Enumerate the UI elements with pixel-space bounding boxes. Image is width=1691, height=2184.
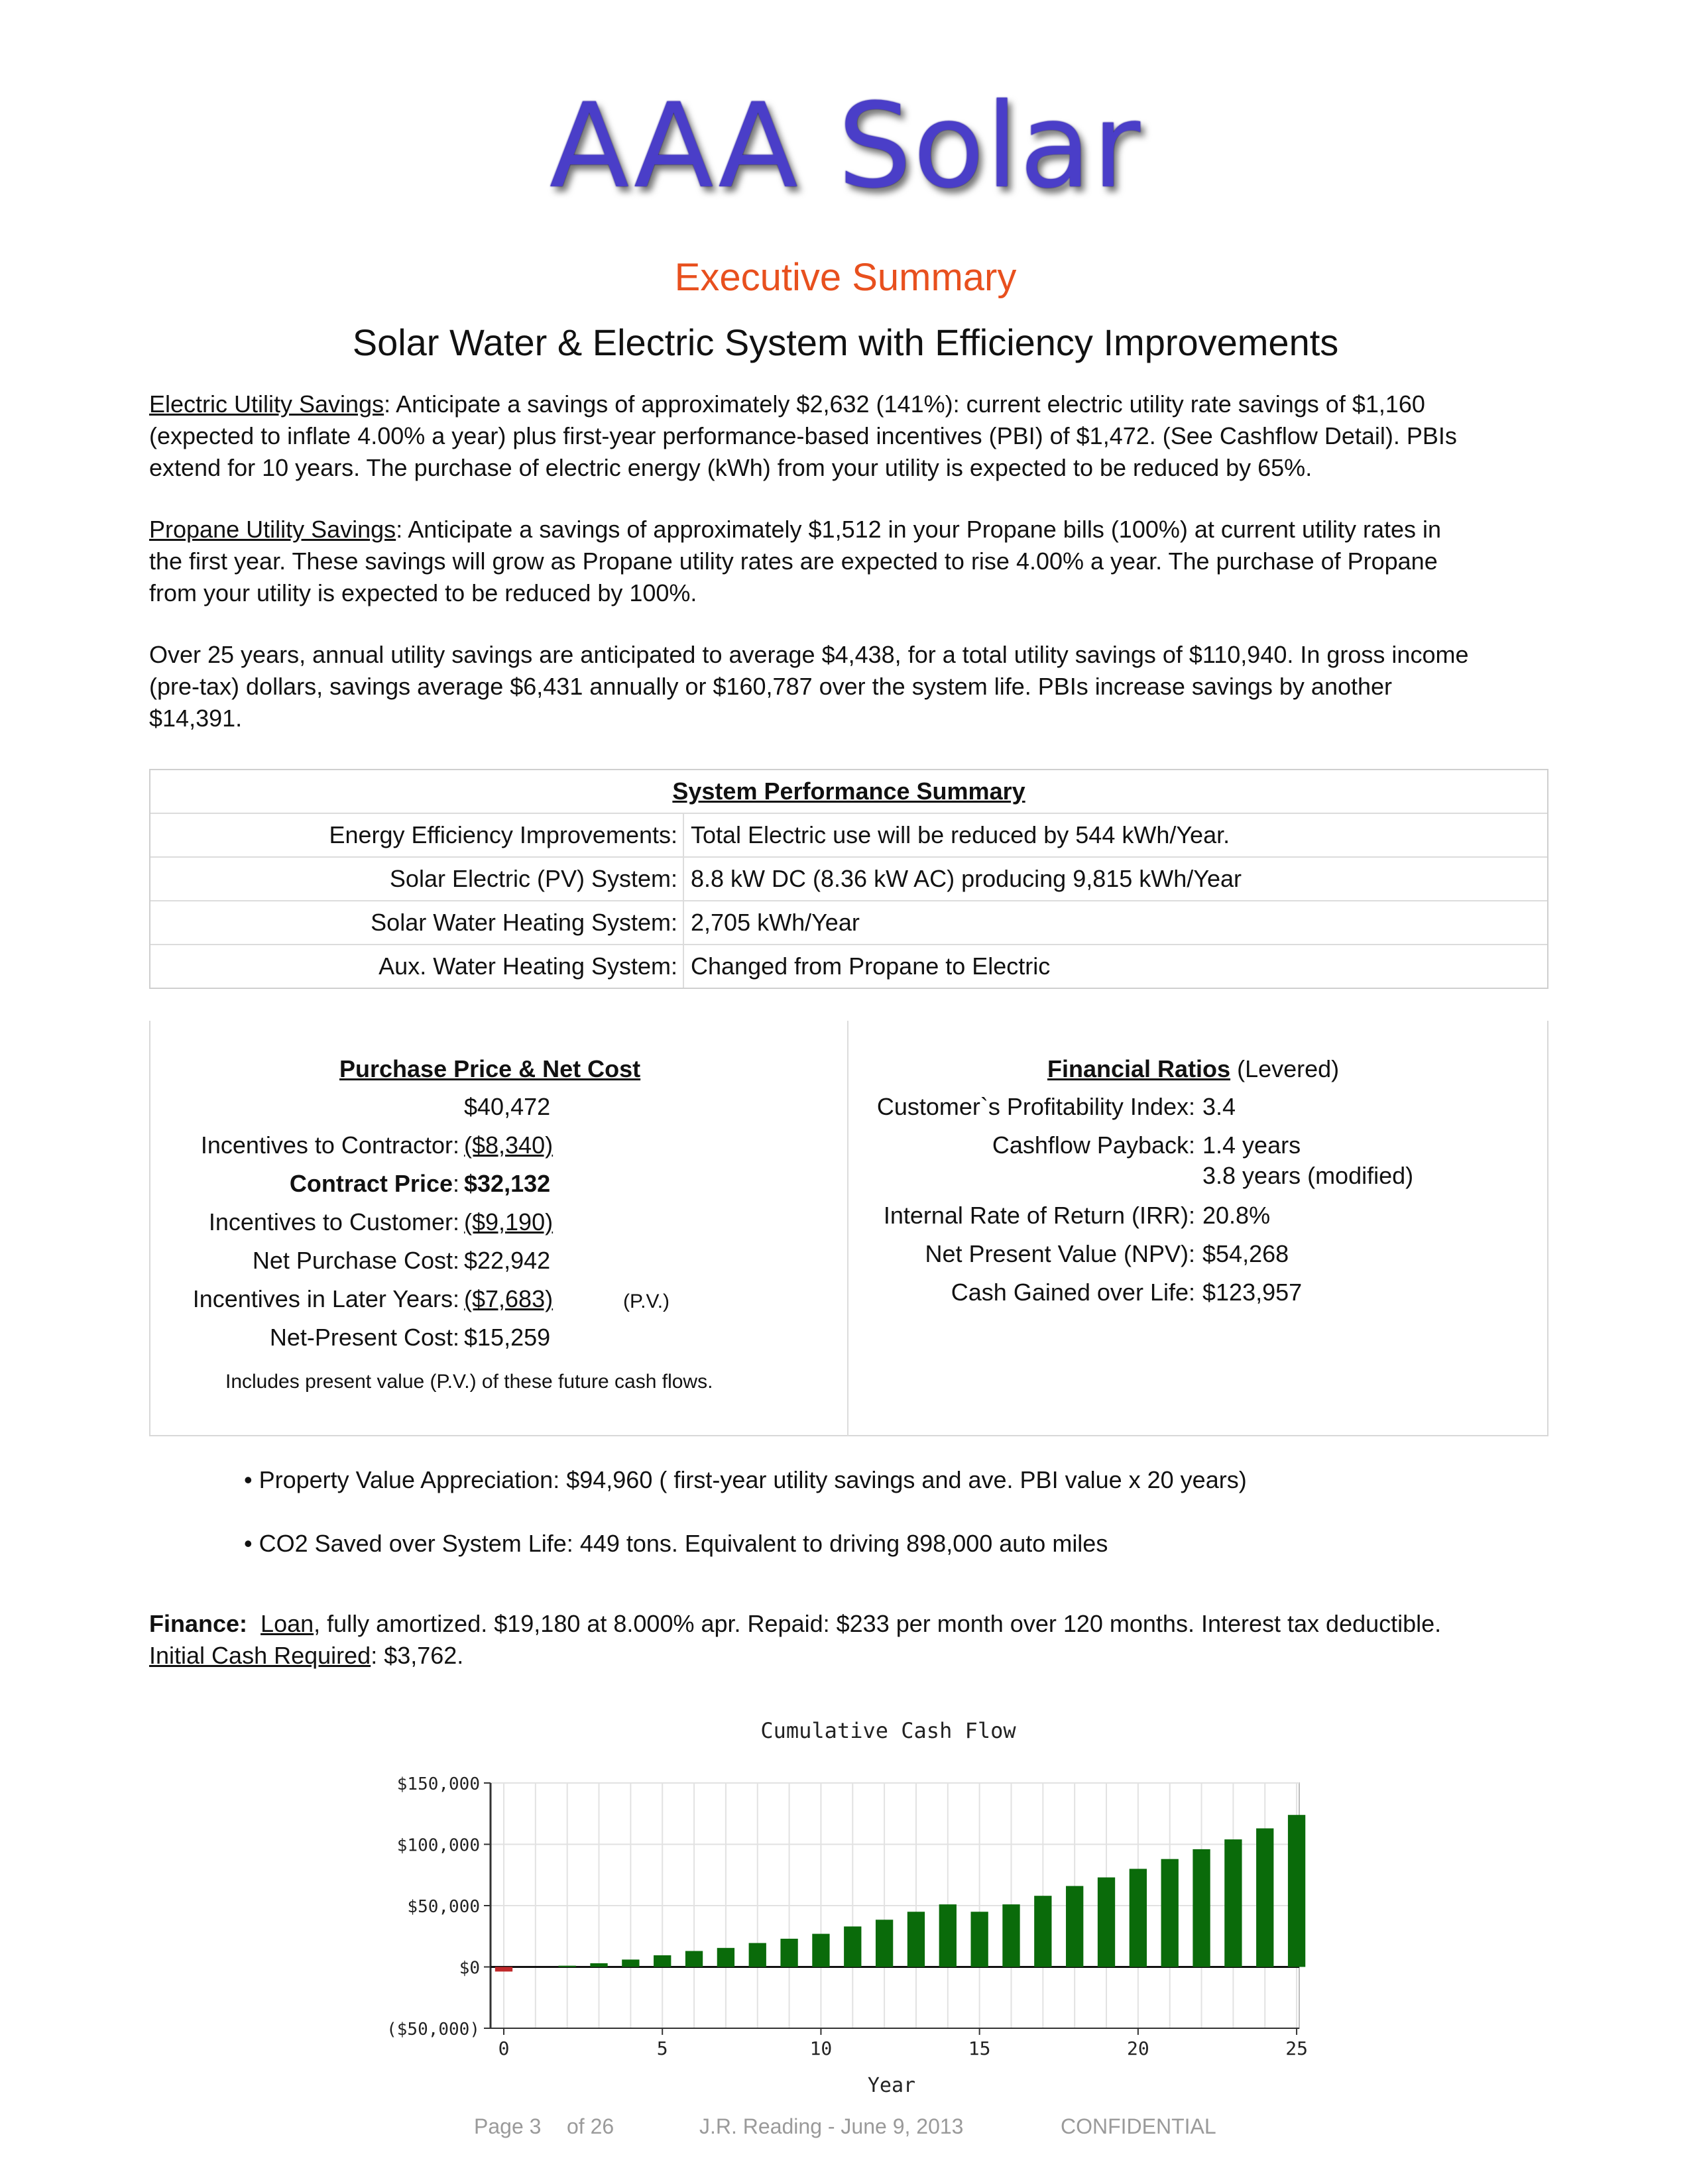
- chart-bar: [1034, 1896, 1051, 1967]
- table-row: Solar Electric (PV) System: 8.8 kW DC (8.36 kW AC) producing 9,815 kWh/Year: [150, 858, 1547, 901]
- chart-title: Cumulative Cash Flow: [760, 1718, 1016, 1743]
- chart-bar: [654, 1955, 671, 1967]
- x-axis-label: Year: [867, 2074, 916, 2097]
- table-row: Energy Efficiency Improvements: Total Electric use will be reduced by 544 kWh/Year.: [150, 814, 1547, 858]
- y-tick-label: $150,000: [396, 1774, 480, 1794]
- chart-bar: [1002, 1904, 1020, 1967]
- electric-savings-label: Electric Utility Savings: [149, 390, 384, 418]
- footer-author-date: J.R. Reading - June 9, 2013: [699, 2114, 964, 2138]
- x-tick-label: 0: [498, 2038, 510, 2059]
- chart-bar: [622, 1959, 639, 1967]
- chart-bar: [495, 1967, 512, 1972]
- chart-bar: [749, 1943, 766, 1967]
- table-row: Solar Water Heating System: 2,705 kWh/Year: [150, 901, 1547, 945]
- chart-bar: [559, 1966, 576, 1967]
- cumulative-cash-flow-chart: [371, 1710, 1312, 2101]
- footer-page-count: of 26: [567, 2114, 614, 2138]
- performance-table-title: System Performance Summary: [150, 770, 1547, 814]
- y-tick-label: $0: [459, 1958, 480, 1979]
- chart-bar: [1256, 1828, 1273, 1967]
- x-tick-label: 20: [1127, 2038, 1149, 2059]
- chart-bar: [1193, 1849, 1210, 1967]
- chart-bar: [685, 1951, 703, 1967]
- chart-bar: [812, 1934, 829, 1967]
- bullet-property-value: • Property Value Appreciation: $94,960 ( first-year utility savings and ave. PBI value x 20 years): [244, 1466, 1247, 1493]
- table-row: Aux. Water Heating System: Changed from Propane to Electric: [150, 945, 1547, 988]
- company-logo: AAA Solar: [549, 78, 1142, 214]
- chart-bar: [1130, 1869, 1147, 1967]
- overall-savings-paragraph: Over 25 years, annual utility savings are anticipated to average $4,438, for a total utility savings of $110,940. In gross income (pre-tax) dollars, savings average $6,431 annually or $160,787 over the system life. PBIs increase savings by another $14,391.: [149, 641, 1469, 732]
- purchase-note: Includes present value (P.V.) of these future cash flows.: [225, 1371, 713, 1393]
- x-tick-label: 10: [809, 2038, 833, 2059]
- propane-savings-paragraph: Propane Utility Savings: Anticipate a savings of approximately $1,512 in your Propane bills (100%) at current utility rates in the first year. These savings will grow as Propane utility rates are expected to rise 4.00% a year. The purchase of Propane from your utility is expected to be reduced by 100%.: [149, 516, 1442, 606]
- page-subtitle: Solar Water & Electric System with Efficiency Improvements: [352, 321, 1339, 363]
- chart-bar: [590, 1963, 607, 1967]
- y-tick-label: $100,000: [396, 1835, 480, 1856]
- chart-bar: [1224, 1839, 1242, 1967]
- chart-bar: [780, 1939, 797, 1967]
- bullet-co2-saved: • CO2 Saved over System Life: 449 tons. Equivalent to driving 898,000 auto miles: [244, 1530, 1108, 1557]
- propane-savings-label: Propane Utility Savings: [149, 516, 396, 543]
- footer-page-number: Page 3: [474, 2114, 542, 2138]
- y-tick-label: ($50,000): [386, 2020, 480, 2040]
- footer-confidential: CONFIDENTIAL: [1061, 2114, 1216, 2138]
- x-tick-label: 25: [1285, 2038, 1308, 2059]
- chart-bar: [1066, 1886, 1083, 1967]
- chart-bar: [1161, 1859, 1179, 1967]
- chart-bar: [876, 1920, 893, 1967]
- chart-bar: [907, 1912, 925, 1967]
- page-title: Executive Summary: [674, 256, 1017, 299]
- chart-bar: [1098, 1877, 1115, 1967]
- chart-bar: [939, 1904, 957, 1967]
- chart-bar: [970, 1912, 988, 1967]
- purchase-price-heading: Purchase Price & Net Cost: [339, 1055, 641, 1082]
- chart-bar: [1288, 1815, 1305, 1967]
- finance-label: Finance:: [149, 1610, 248, 1637]
- x-tick-label: 15: [968, 2038, 991, 2059]
- chart-bar: [844, 1926, 861, 1967]
- chart-bar: [717, 1948, 734, 1967]
- electric-savings-paragraph: Electric Utility Savings: Anticipate a savings of approximately $2,632 (141%): current electric utility rate savings of $1,160 (expected to inflate 4.00% a year) plus first-year performance-based incentives (PBI) of $1,472. (See Cashflow Detail). PBIs extend for 10 years. The purchase of electric energy (kWh) from your utility is expected to be reduced by 65%.: [149, 390, 1457, 481]
- financial-ratios-heading: Financial Ratios (Levered): [1047, 1055, 1340, 1082]
- system-performance-table: [149, 769, 1548, 989]
- x-tick-label: 5: [656, 2038, 668, 2059]
- finance-paragraph: Finance: Loan, fully amortized. $19,180 at 8.000% apr. Repaid: $233 per month over 120 months. Interest tax deductible. Initial Cash Required: $3,762.: [149, 1610, 1442, 1669]
- y-tick-label: $50,000: [407, 1897, 480, 1917]
